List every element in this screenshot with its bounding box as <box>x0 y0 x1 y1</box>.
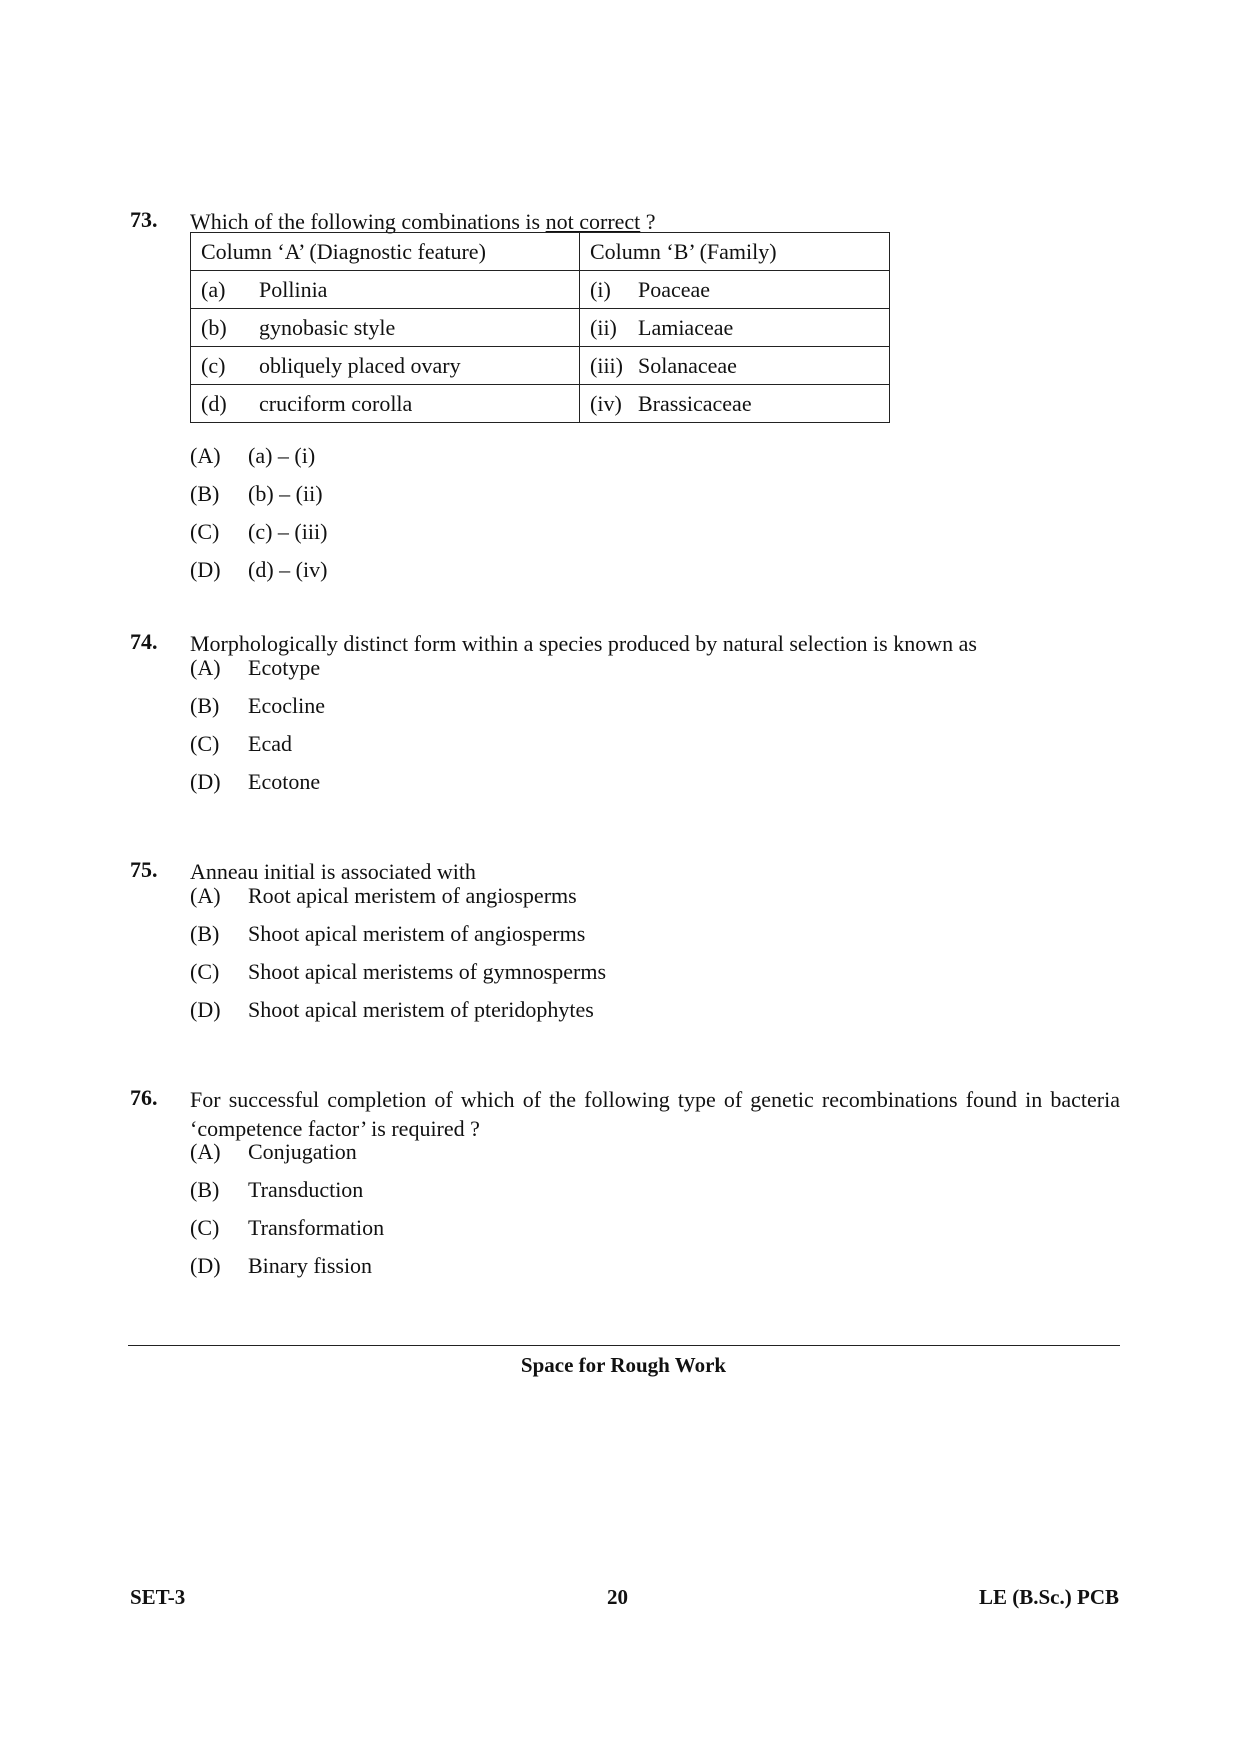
footer-page-number: 20 <box>607 1585 628 1609</box>
option-c: (C) Shoot apical meristems of gymnosperms <box>190 959 607 984</box>
question-text: Anneau initial is associated with <box>190 859 476 884</box>
option-c: (C) Ecad <box>190 731 292 756</box>
table-row: (a) Pollinia (i) Poaceae <box>191 271 890 309</box>
table-header-row <box>191 233 890 271</box>
question-number: 73. <box>130 207 158 232</box>
option-d: (D) Binary fission <box>190 1253 373 1278</box>
options-list <box>190 649 325 801</box>
question-text: Morphologically distinct form within a species produced by natural selection is known as <box>190 631 977 656</box>
rough-work-heading: Space for Rough Work <box>520 1353 727 1377</box>
options-list <box>190 877 606 1029</box>
option-a: (A) Conjugation <box>190 1139 357 1164</box>
question-number: 74. <box>130 629 158 654</box>
footer-exam-code: LE (B.Sc.) PCB <box>978 1585 1119 1609</box>
question-text: For successful completion of which of the following type of genetic recombinations found in bacteria ‘competence factor’ is required ? <box>190 1087 1120 1141</box>
option-c: (C) Transformation <box>190 1215 385 1240</box>
column-b-header: Column ‘B’ (Family) <box>580 233 890 271</box>
question-text: Which of the following combinations is not correct ? <box>190 209 656 234</box>
question-number: 75. <box>130 857 158 882</box>
option-d: (D) Shoot apical meristem of pteridophytes <box>190 997 594 1022</box>
option-b: (B) Transduction <box>190 1177 364 1202</box>
option-a: (A) Root apical meristem of angiosperms <box>190 883 577 908</box>
table-row: (b) gynobasic style (ii) Lamiaceae <box>191 309 890 347</box>
match-table <box>190 232 890 423</box>
option-d: (D) Ecotone <box>190 769 321 794</box>
divider <box>128 1345 1120 1346</box>
option-c: (C) (c) – (iii) <box>190 519 328 544</box>
table-row: (c) obliquely placed ovary (iii) Solanaceae <box>191 347 890 385</box>
option-a: (A) (a) – (i) <box>190 443 316 468</box>
question-number: 76. <box>130 1085 158 1110</box>
footer-set-code: SET-3 <box>130 1585 186 1609</box>
option-b: (B) Ecocline <box>190 693 325 718</box>
options-list <box>190 1133 384 1285</box>
option-d: (D) (d) – (iv) <box>190 557 328 582</box>
table-row: (d) cruciform corolla (iv) Brassicaceae <box>191 385 890 423</box>
options-list <box>190 437 327 589</box>
option-a: (A) Ecotype <box>190 655 321 680</box>
option-b: (B) Shoot apical meristem of angiosperms <box>190 921 586 946</box>
option-b: (B) (b) – (ii) <box>190 481 323 506</box>
emphasis-underlined: not correct <box>545 209 641 234</box>
column-a-header: Column ‘A’ (Diagnostic feature) <box>191 233 580 271</box>
